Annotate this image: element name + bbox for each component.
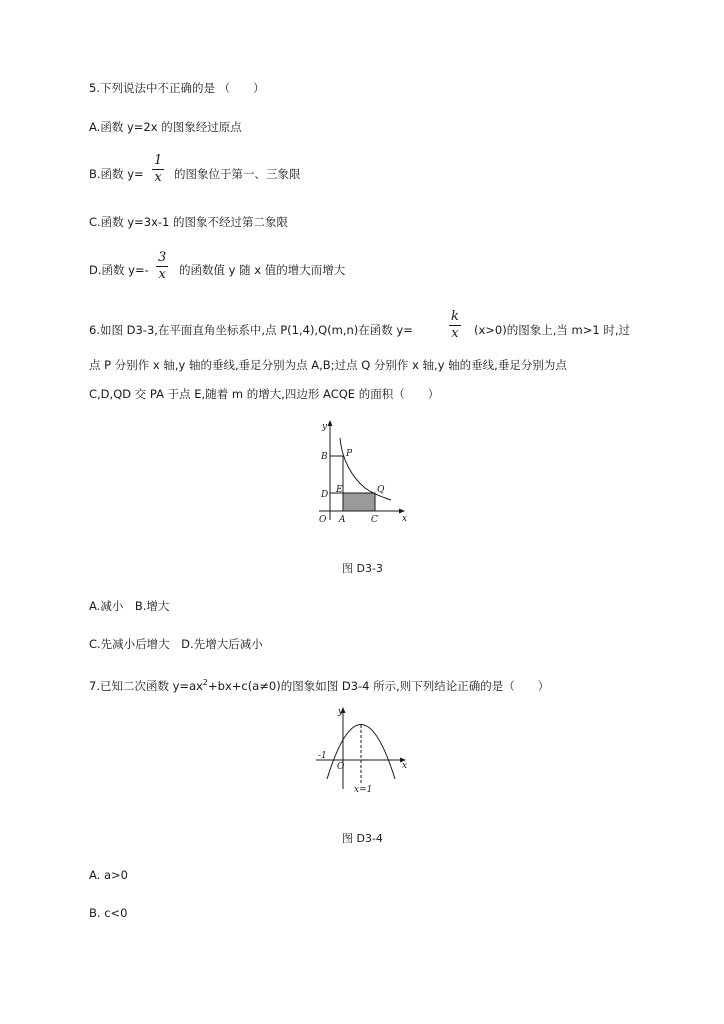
- q5-option-b-prefix: B.函数 y=: [89, 167, 144, 181]
- figure-d3-4-caption: 图 D3-4: [342, 832, 383, 845]
- q6-stem-line1-suffix: (x>0)的图象上,当 m>1 时,过: [474, 323, 631, 337]
- figure-d3-3-caption: 图 D3-3: [342, 562, 383, 575]
- q7-stem: [89, 675, 549, 694]
- label-p: P: [346, 449, 353, 459]
- q5-option-d-suffix: 的函数值 y 随 x 值的增大而增大: [179, 263, 346, 277]
- q6-stem-line1-prefix: 6.如图 D3-3,在平面直角坐标系中,点 P(1,4),Q(m,n)在函数 y=: [89, 323, 413, 337]
- q6-options-ab: A.减小 B.增大: [89, 599, 170, 613]
- label-axis-x-equals-1: x=1: [354, 785, 373, 795]
- fraction-numerator: k: [451, 309, 459, 324]
- q5-option-c: C.函数 y=3x-1 的图象不经过第二象限: [89, 215, 289, 229]
- q5-option-d-prefix: D.函数 y=-: [89, 263, 149, 277]
- label-x: x: [402, 761, 408, 771]
- figure-d3-4: [310, 703, 414, 797]
- q6-fraction: [449, 309, 461, 342]
- x-axis-arrow: [399, 509, 405, 514]
- q5-option-d-fraction: [156, 250, 168, 283]
- fraction-numerator: 1: [154, 153, 163, 168]
- fraction-denominator: x: [451, 326, 459, 341]
- label-q: Q: [377, 485, 385, 495]
- q7-stem-suffix: +bx+c(a≠0)的图象如图 D3-4 所示,则下列结论正确的是（ ）: [208, 678, 550, 693]
- q7-stem-prefix: 7.已知二次函数 y=ax: [89, 678, 203, 693]
- label-origin: O: [337, 762, 345, 772]
- label-origin: O: [319, 515, 327, 525]
- label-c: C: [371, 515, 378, 525]
- label-a: A: [339, 515, 346, 525]
- fraction-denominator: x: [158, 267, 166, 282]
- q5-option-b-fraction: [152, 153, 164, 186]
- label-x: x: [402, 514, 408, 524]
- shaded-quadrilateral-acqe: [343, 493, 375, 511]
- q7-stem-superscript: 2: [202, 678, 209, 687]
- label-b: B: [321, 452, 328, 462]
- q6-options-cd: C.先减小后增大 D.先增大后减小: [89, 637, 263, 651]
- q6-stem-line2: 点 P 分别作 x 轴,y 轴的垂线,垂足分别为点 A,B;过点 Q 分别作 x 轴,y 轴的垂线,垂足分别为点: [89, 358, 567, 372]
- label-d: D: [321, 490, 329, 500]
- q5-option-b-suffix: 的图象位于第一、三象限: [174, 167, 301, 181]
- label-y: y: [322, 422, 328, 432]
- label-y: y: [338, 707, 344, 717]
- q5-option-a: A.函数 y=2x 的图象经过原点: [89, 120, 242, 134]
- q7-option-b: B. c<0: [89, 906, 128, 920]
- fraction-numerator: 3: [158, 250, 167, 265]
- q6-stem-line3: C,D,QD 交 PA 于点 E,随着 m 的增大,四边形 ACQE 的面积（ ）: [89, 387, 440, 401]
- q7-option-a: A. a>0: [89, 868, 128, 882]
- fraction-denominator: x: [154, 170, 162, 185]
- label-e: E: [336, 485, 343, 495]
- figure-d3-3: [305, 416, 415, 528]
- label-minus-one: -1: [318, 751, 327, 761]
- y-axis-arrow: [328, 420, 333, 426]
- q5-stem: 5.下列说法中不正确的是 （ ）: [89, 81, 265, 95]
